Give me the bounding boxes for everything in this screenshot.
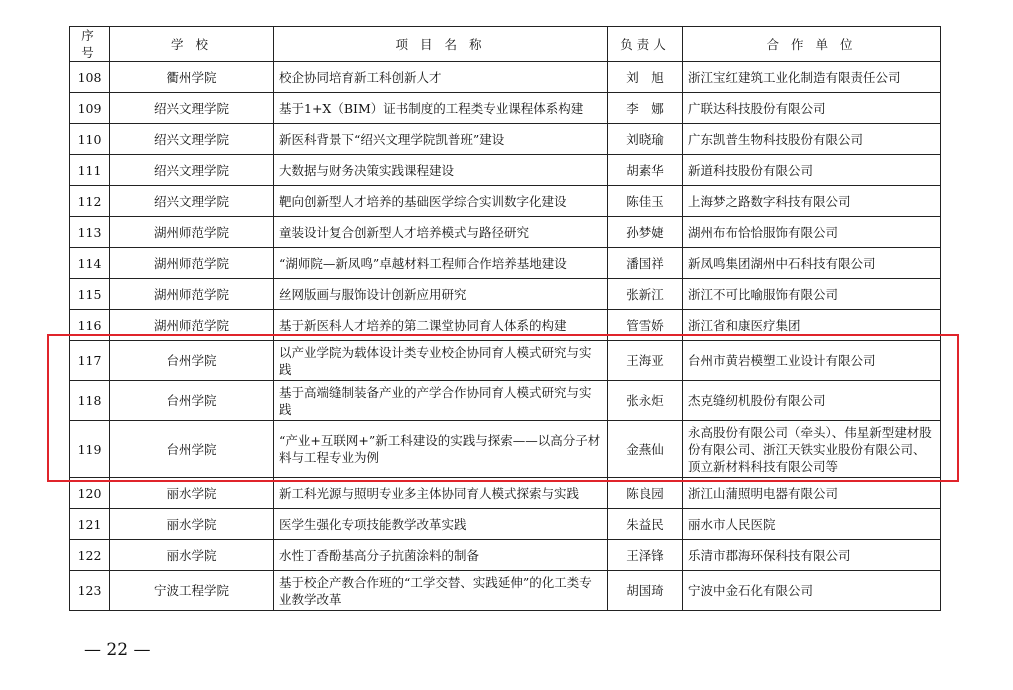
header-project: 项 目 名 称 [274, 27, 608, 62]
cell-school: 台州学院 [110, 341, 274, 381]
cell-leader: 孙梦婕 [608, 217, 683, 248]
cell-project: 基于高端缝制装备产业的产学合作协同育人模式研究与实践 [274, 381, 608, 421]
cell-no: 114 [70, 248, 110, 279]
cell-no: 111 [70, 155, 110, 186]
cell-no: 122 [70, 540, 110, 571]
cell-project: 医学生强化专项技能教学改革实践 [274, 509, 608, 540]
table-row [70, 93, 941, 124]
cell-school: 绍兴文理学院 [110, 186, 274, 217]
cell-project: 基于新医科人才培养的第二课堂协同育人体系的构建 [274, 310, 608, 341]
cell-no: 120 [70, 478, 110, 509]
table-row [70, 248, 941, 279]
cell-leader: 刘 旭 [608, 62, 683, 93]
cell-leader: 胡国琦 [608, 571, 683, 611]
cell-partner: 新凤鸣集团湖州中石科技有限公司 [683, 248, 941, 279]
table-header-row [70, 27, 941, 62]
cell-no: 115 [70, 279, 110, 310]
cell-school: 湖州师范学院 [110, 279, 274, 310]
cell-partner: 浙江不可比喻服饰有限公司 [683, 279, 941, 310]
cell-school: 湖州师范学院 [110, 217, 274, 248]
header-school: 学 校 [110, 27, 274, 62]
table-row [70, 421, 941, 478]
cell-no: 118 [70, 381, 110, 421]
cell-project: 大数据与财务决策实践课程建设 [274, 155, 608, 186]
cell-no: 117 [70, 341, 110, 381]
table-row [70, 341, 941, 381]
cell-leader: 陈良园 [608, 478, 683, 509]
cell-school: 丽水学院 [110, 540, 274, 571]
cell-project: 靶向创新型人才培养的基础医学综合实训数字化建设 [274, 186, 608, 217]
table-row [70, 509, 941, 540]
cell-partner: 浙江宝红建筑工业化制造有限责任公司 [683, 62, 941, 93]
cell-project: 童装设计复合创新型人才培养模式与路径研究 [274, 217, 608, 248]
cell-school: 宁波工程学院 [110, 571, 274, 611]
cell-no: 116 [70, 310, 110, 341]
table-row [70, 381, 941, 421]
cell-project: 新工科光源与照明专业多主体协同育人模式探索与实践 [274, 478, 608, 509]
header-partner: 合 作 单 位 [683, 27, 941, 62]
cell-project: 以产业学院为载体设计类专业校企协同育人模式研究与实践 [274, 341, 608, 381]
cell-leader: 朱益民 [608, 509, 683, 540]
cell-school: 台州学院 [110, 381, 274, 421]
cell-school: 绍兴文理学院 [110, 93, 274, 124]
cell-partner: 台州市黄岩模塑工业设计有限公司 [683, 341, 941, 381]
cell-no: 121 [70, 509, 110, 540]
table-row [70, 186, 941, 217]
cell-leader: 陈佳玉 [608, 186, 683, 217]
table-row [70, 478, 941, 509]
cell-partner: 丽水市人民医院 [683, 509, 941, 540]
header-no: 序号 [70, 27, 110, 62]
cell-project: 水性丁香酚基高分子抗菌涂料的制备 [274, 540, 608, 571]
cell-partner: 新道科技股份有限公司 [683, 155, 941, 186]
cell-school: 台州学院 [110, 421, 274, 478]
cell-leader: 王泽锋 [608, 540, 683, 571]
cell-partner: 广东凯普生物科技股份有限公司 [683, 124, 941, 155]
header-leader: 负责人 [608, 27, 683, 62]
cell-project: 新医科背景下“绍兴文理学院凯普班”建设 [274, 124, 608, 155]
cell-no: 123 [70, 571, 110, 611]
cell-project: 基于1+X（BIM）证书制度的工程类专业课程体系构建 [274, 93, 608, 124]
cell-partner: 永高股份有限公司（牵头）、伟星新型建材股份有限公司、浙江天铁实业股份有限公司、顶立新材料科技有限公司等 [683, 421, 941, 478]
cell-school: 绍兴文理学院 [110, 124, 274, 155]
cell-school: 湖州师范学院 [110, 248, 274, 279]
table-row [70, 540, 941, 571]
table-row [70, 155, 941, 186]
cell-school: 丽水学院 [110, 509, 274, 540]
table-row [70, 62, 941, 93]
cell-leader: 刘晓瑜 [608, 124, 683, 155]
cell-project: 校企协同培育新工科创新人才 [274, 62, 608, 93]
cell-leader: 张新江 [608, 279, 683, 310]
cell-school: 绍兴文理学院 [110, 155, 274, 186]
cell-leader: 金燕仙 [608, 421, 683, 478]
cell-leader: 李 娜 [608, 93, 683, 124]
table-row [70, 279, 941, 310]
cell-partner: 宁波中金石化有限公司 [683, 571, 941, 611]
cell-no: 110 [70, 124, 110, 155]
cell-leader: 潘国祥 [608, 248, 683, 279]
cell-partner: 湖州布布恰恰服饰有限公司 [683, 217, 941, 248]
cell-leader: 王海亚 [608, 341, 683, 381]
cell-partner: 杰克缝纫机股份有限公司 [683, 381, 941, 421]
cell-school: 丽水学院 [110, 478, 274, 509]
cell-partner: 上海梦之路数字科技有限公司 [683, 186, 941, 217]
cell-partner: 乐清市郡海环保科技有限公司 [683, 540, 941, 571]
cell-no: 113 [70, 217, 110, 248]
cell-school: 湖州师范学院 [110, 310, 274, 341]
cell-project: 基于校企产教合作班的“工学交替、实践延伸”的化工类专业教学改革 [274, 571, 608, 611]
page-number: — 22 — [84, 640, 151, 660]
project-table [69, 26, 941, 611]
cell-school: 衢州学院 [110, 62, 274, 93]
cell-project: “湖师院—新凤鸣”卓越材料工程师合作培养基地建设 [274, 248, 608, 279]
table-row [70, 571, 941, 611]
cell-partner: 广联达科技股份有限公司 [683, 93, 941, 124]
cell-leader: 张永炬 [608, 381, 683, 421]
table-row [70, 124, 941, 155]
cell-partner: 浙江省和康医疗集团 [683, 310, 941, 341]
table-row [70, 217, 941, 248]
cell-leader: 胡素华 [608, 155, 683, 186]
cell-no: 112 [70, 186, 110, 217]
cell-partner: 浙江山蒲照明电器有限公司 [683, 478, 941, 509]
cell-no: 109 [70, 93, 110, 124]
cell-no: 119 [70, 421, 110, 478]
cell-project: 丝网版画与服饰设计创新应用研究 [274, 279, 608, 310]
cell-project: “产业+互联网+”新工科建设的实践与探索——以高分子材料与工程专业为例 [274, 421, 608, 478]
table-row [70, 310, 941, 341]
cell-no: 108 [70, 62, 110, 93]
cell-leader: 管雪娇 [608, 310, 683, 341]
